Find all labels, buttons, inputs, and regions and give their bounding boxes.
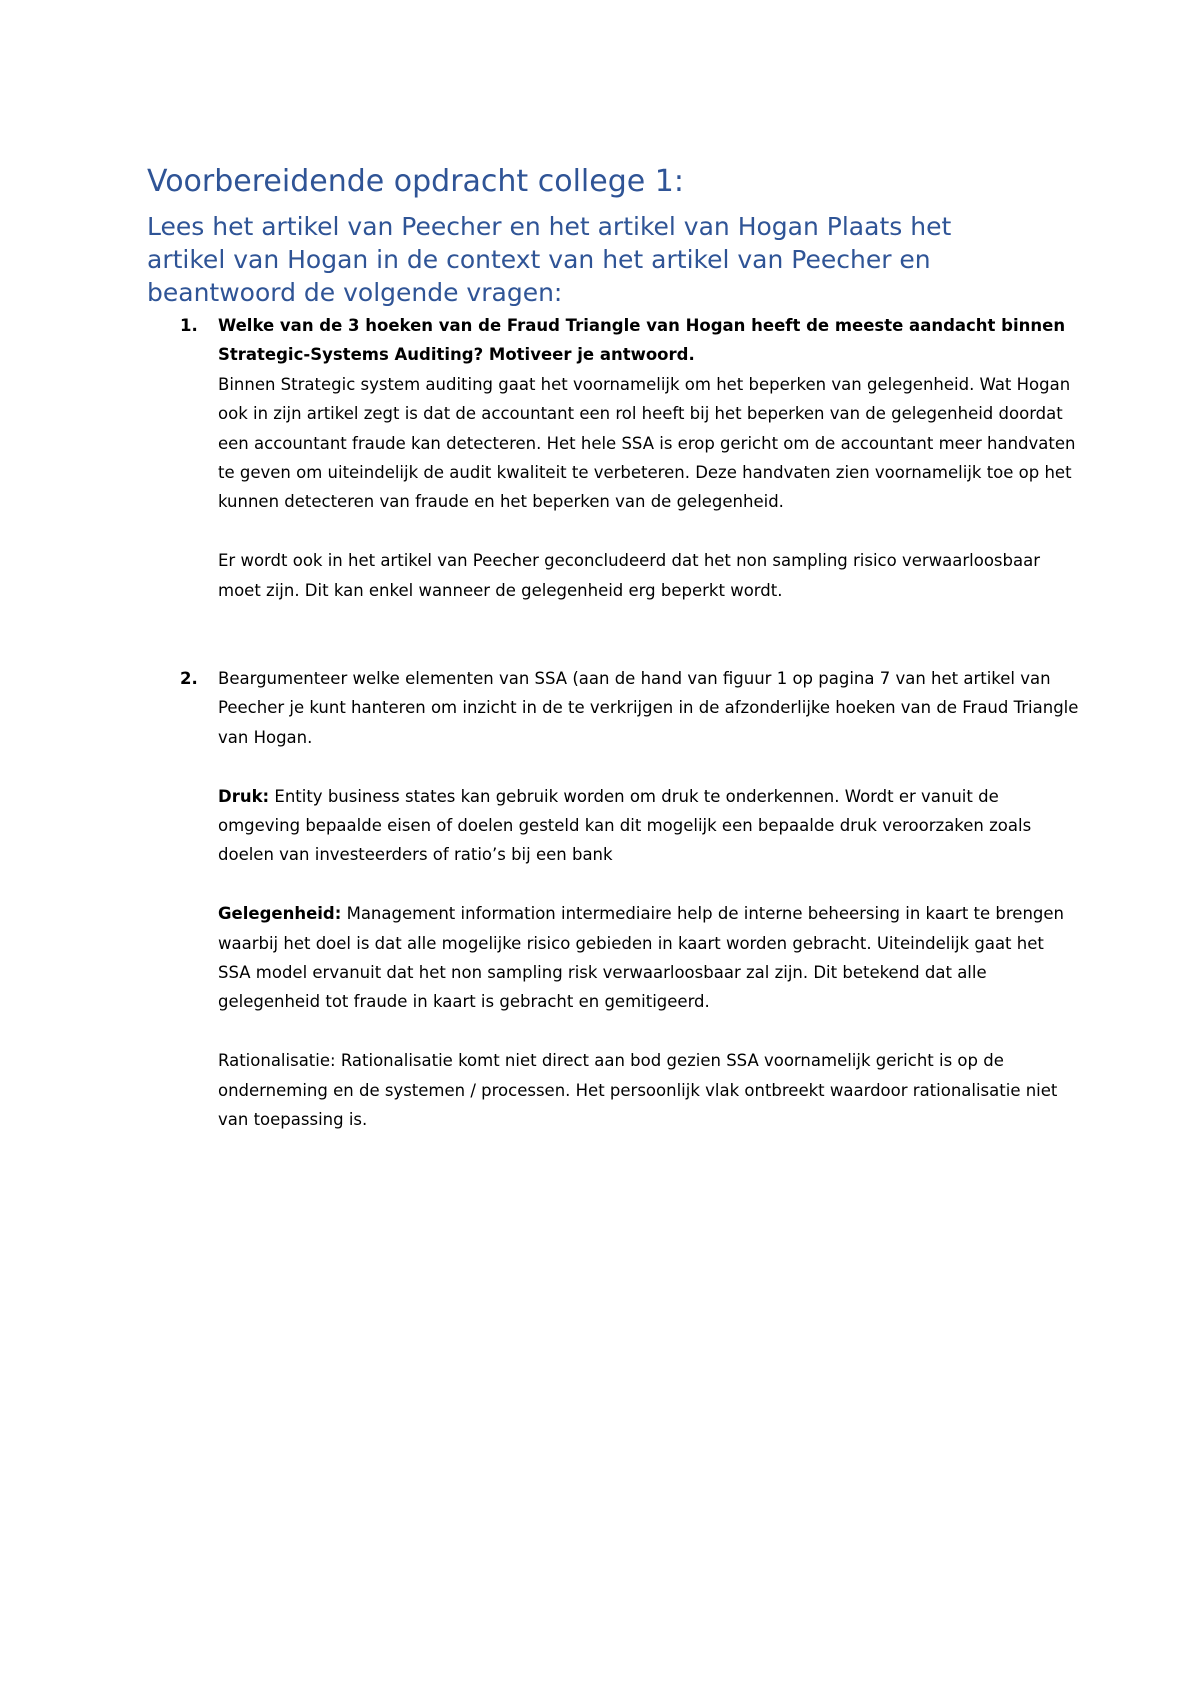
question-text: Welke van de 3 hoeken van de Fraud Triangle van Hogan heeft de meeste aandacht binnen Strategic-Systems Auditing? Motiveer je antwoord. [218,316,1066,365]
answer-gelegenheid [218,899,1080,1017]
paragraph-spacer [218,870,1080,899]
answer-paragraph: Binnen Strategic system auditing gaat het voornamelijk om het beperken van gelegenheid. Wat Hogan ook in zijn artikel zegt is dat de accountant een rol heeft bij het beperken van de gelegenheid doordat een accountant fraude kan detecteren. Het hele SSA is erop gericht om de accountant meer handvaten te geven om uiteindelijk de audit kwaliteit te verbeteren. Deze handvaten zien voornamelijk toe op het kunnen detecteren van fraude en het beperken van de gelegenheid. [218,374,1076,512]
paragraph-spacer [218,517,1080,546]
question-2 [180,664,1080,1134]
question-1 [180,311,1080,605]
document-title: Voorbereidende opdracht college 1: [147,164,684,199]
question-number: 2. [180,669,198,688]
answer-label: Gelegenheid: [218,904,342,924]
question-number: 1. [180,316,198,335]
answer-paragraph: Er wordt ook in het artikel van Peecher geconcludeerd dat het non sampling risico verwaarloosbaar moet zijn. Dit kan enkel wanneer de gelegenheid erg beperkt wordt. [218,551,1041,600]
answer-text: Entity business states kan gebruik worden om druk te onderkennen. Wordt er vanuit de omgeving bepaalde eisen of doelen gesteld kan dit mogelijk een bepaalde druk veroorzaken zoals doelen van investeerders of ratio’s bij een bank [218,786,1032,865]
answer-druk [218,782,1080,870]
answer-label: Druk: [218,786,270,806]
question-text: Beargumenteer welke elementen van SSA (aan de hand van figuur 1 op pagina 7 van het artikel van Peecher je kunt hanteren om inzicht in de te verkrijgen in de afzonderlijke hoeken van de Fraud Triangle van Hogan. [218,669,1079,747]
answer-label: Rationalisatie: [218,1051,336,1071]
question-body [218,311,1080,605]
answer-rationalisatie [218,1046,1080,1134]
paragraph-spacer [218,1017,1080,1046]
paragraph-spacer [218,752,1080,781]
question-body [218,664,1080,1134]
answer-text: Management information intermediaire help de interne beheersing in kaart te brengen waarbij het doel is dat alle mogelijke risico gebieden in kaart worden gebracht. Uiteindelijk gaat het SSA model ervanuit dat het non sampling risk verwaarloosbaar zal zijn. Dit betekend dat alle gelegenheid tot fraude in kaart is gebracht en gemitigeerd. [218,904,1064,1012]
document-subtitle: Lees het artikel van Peecher en het artikel van Hogan Plaats het artikel van Hogan in de context van het artikel van Peecher en beantwoord de volgende vragen: [147,212,952,307]
answer-text: Rationalisatie komt niet direct aan bod gezien SSA voornamelijk gericht is op de onderneming en de systemen / processen. Het persoonlijk vlak ontbreekt waardoor rationalisatie niet van toepassing is. [218,1051,1058,1130]
